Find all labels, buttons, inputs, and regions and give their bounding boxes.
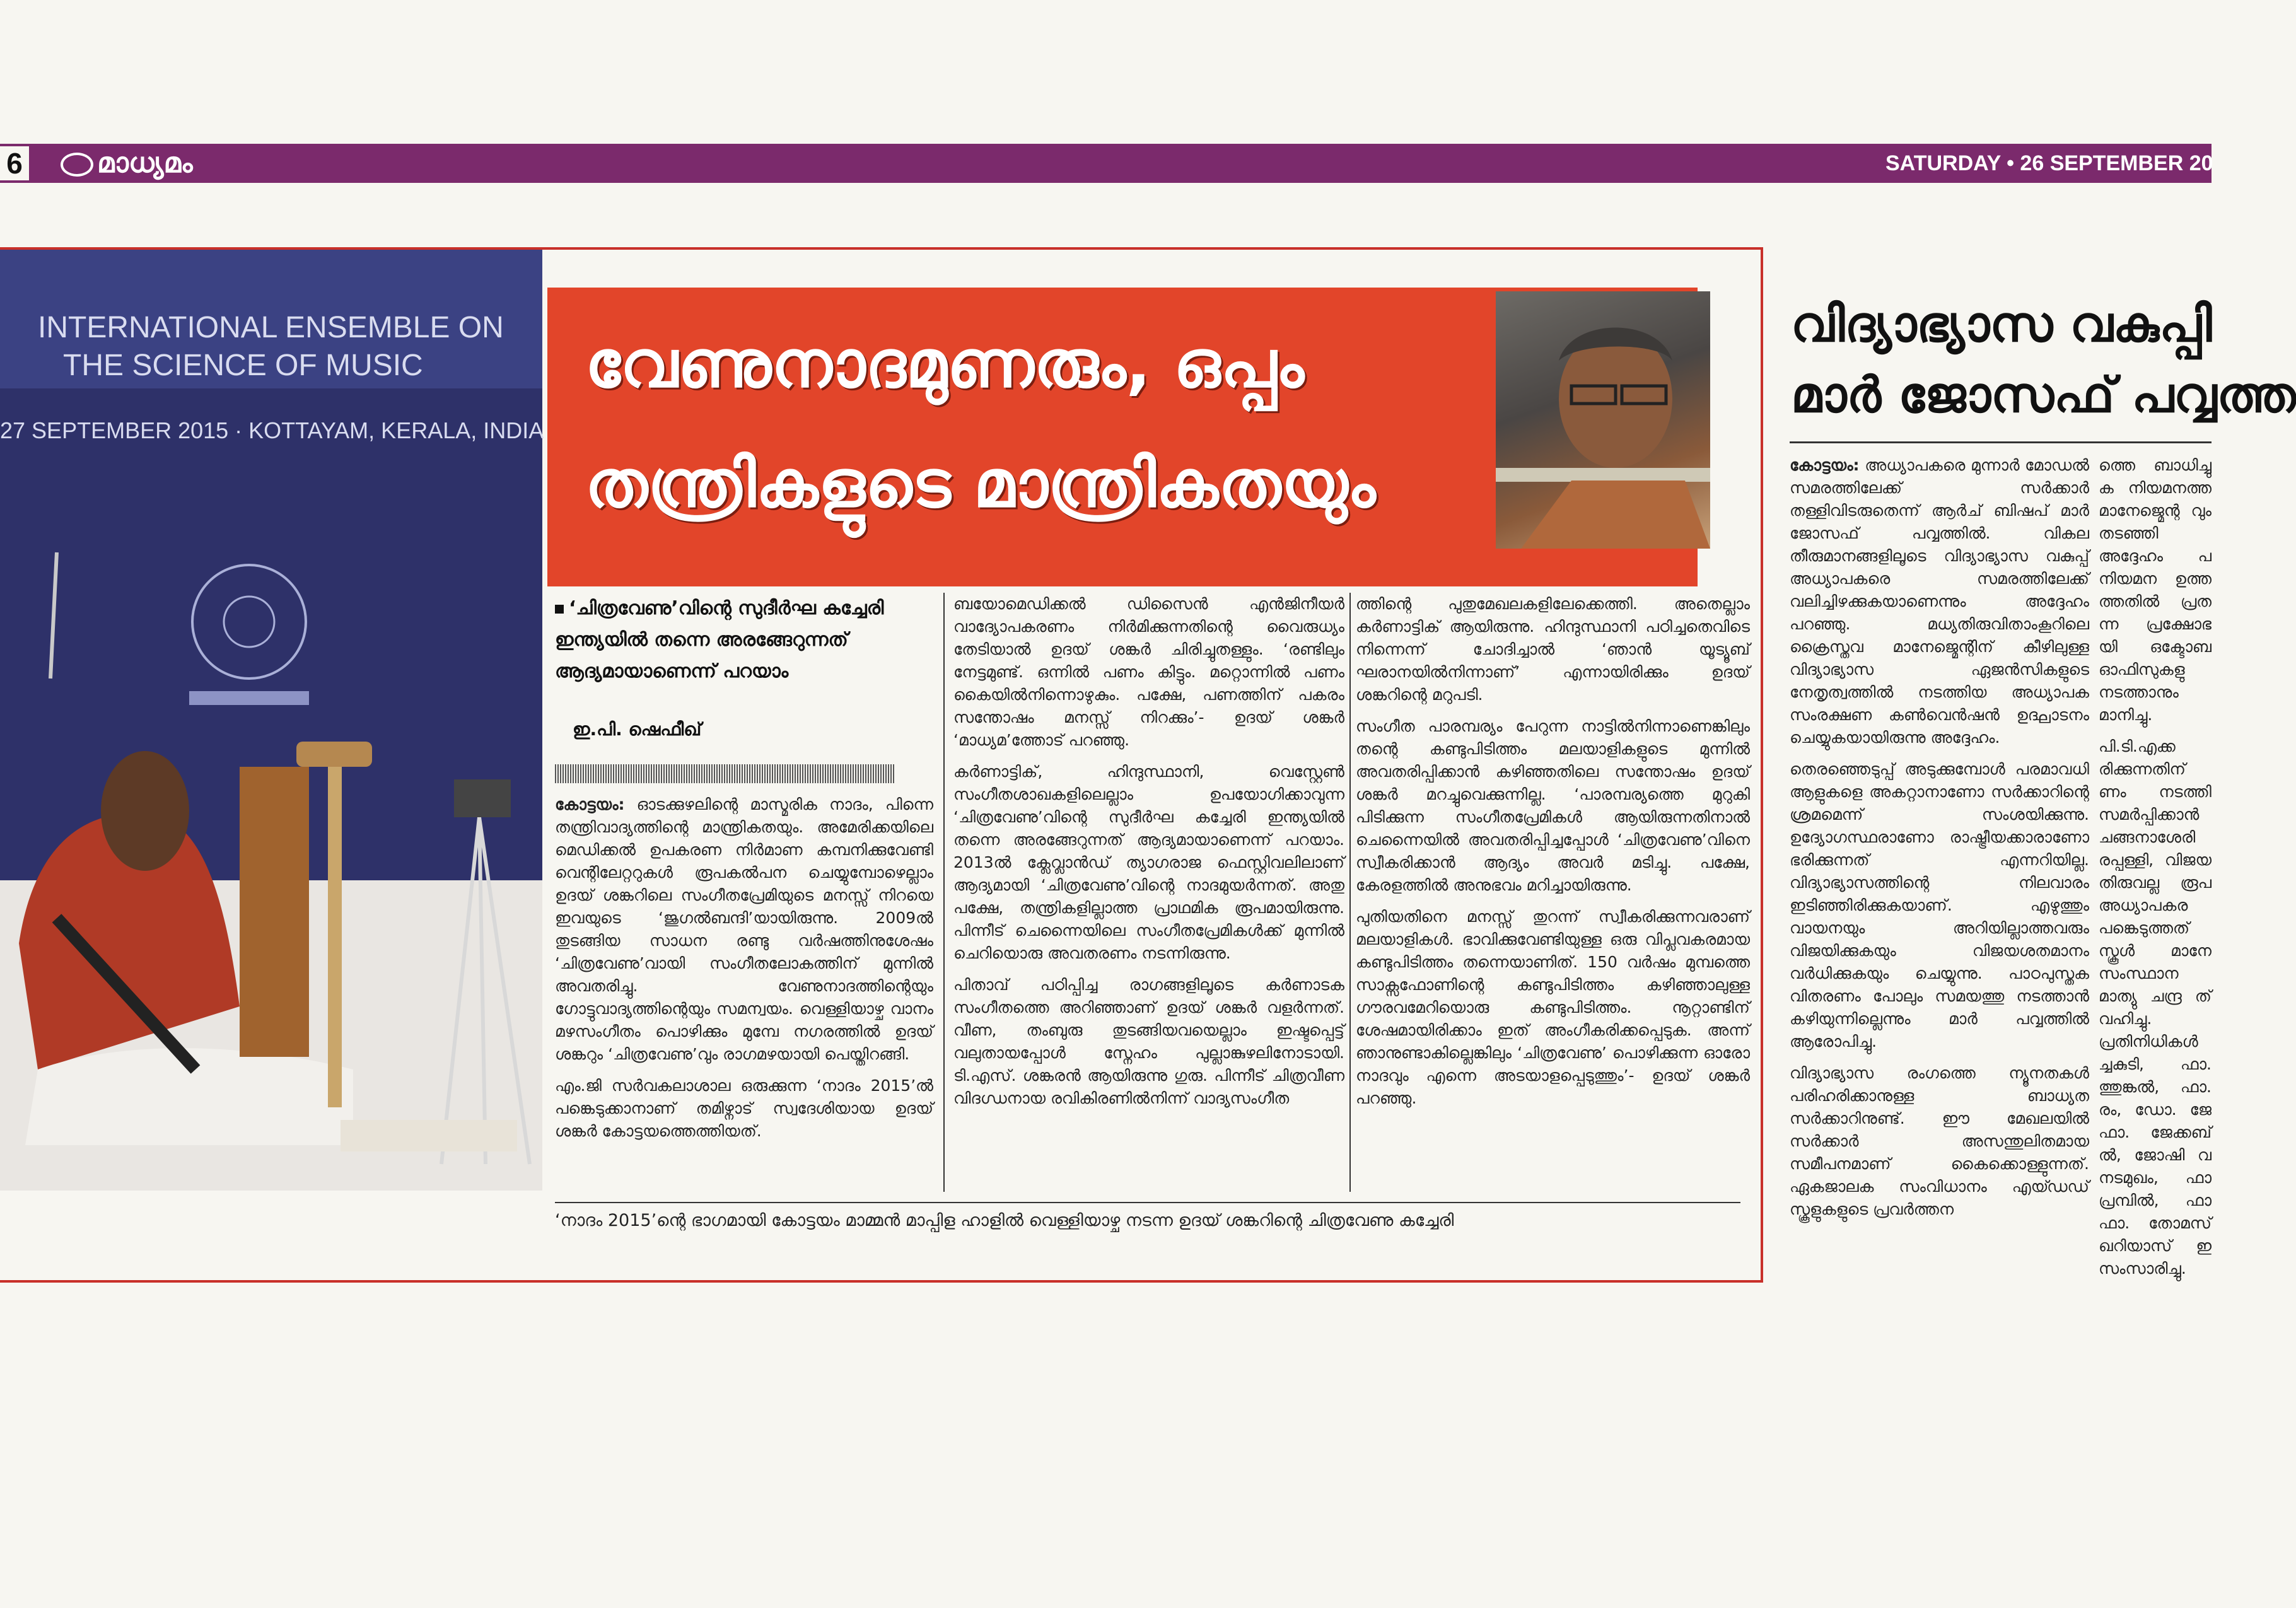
article-column-3 <box>1356 593 1750 1119</box>
pull-quote: ‘ചിത്രവേണു’വിന്റെ സുദീർഘ കച്ചേരി ഇന്ത്യയിൽ തന്നെ അരങ്ങേറുന്നത് ആദ്യമായാണെന്ന് പറയാം <box>555 597 884 682</box>
concert-photo <box>0 250 542 1191</box>
caption-rule <box>555 1202 1740 1203</box>
paragraph: ബയോമെഡിക്കൽ ഡിസൈൻ എൻജിനീയർ വാദ്യോപകരണം നിർമിക്കുന്നതിന്റെ വൈരുധ്യം തേടിയാൽ ഉദയ് ശങ്കർ ചിരിച്ചുതള്ളും. ‘രണ്ടിലും നേട്ടമുണ്ട്. ഒന്നിൽ പണം കിട്ടും. മറ്റൊന്നിൽ പണം കൈയിൽനിന്നൊഴുകും. പക്ഷേ, പണത്തിന് പകരം സന്തോഷം മനസ്സ് നിറക്കും’- ഉദയ് ശങ്കർ ‘മാധ്യമ’ത്തോട് പറഞ്ഞു. <box>953 595 1344 749</box>
side-story-headline-2: മാർ ജോസഫ് പവ്വത്ത <box>1791 367 2296 424</box>
banner-text-1: INTERNATIONAL ENSEMBLE ON <box>38 311 504 344</box>
portrait-illustration <box>1496 291 1710 549</box>
paragraph: കർണാട്ടിക്, ഹിന്ദുസ്ഥാനി, വെസ്റ്റേൺ സംഗീതശാഖകളിലെല്ലാം ഉപയോഗിക്കാവുന്ന ‘ചിത്രവേണു’വിന്റെ സുദീർഘ കച്ചേരി ഇന്ത്യയിൽ തന്നെ അരങ്ങേറുന്നത് ആദ്യമായാണെന്ന് പറയാം. 2013ൽ ക്ലേവ്ലാൻഡ് ത്യാഗരാജ ഫെസ്റ്റിവലിലാണ് ആദ്യമായി ‘ചിത്രവേണു’വിന്റെ നാദമുയർന്നത്. അതു പക്ഷേ, തന്ത്രികളില്ലാത്ത പ്രാഥമിക രൂപമായിരുന്നു. പിന്നീട് ചെന്നൈയിലെ സംഗീതപ്രേമികൾക്ക് മുന്നിൽ ചെറിയൊരു അവതരണം നടന്നിരുന്നു. <box>953 762 1344 962</box>
bullet-icon <box>555 605 564 614</box>
column-rule <box>1349 593 1351 1192</box>
banner-text-3: 27 SEPTEMBER 2015 · KOTTAYAM, KERALA, INDIA <box>0 417 544 443</box>
article-column-2 <box>953 593 1344 1119</box>
byline-divider <box>555 764 895 783</box>
column-rule <box>943 593 945 1192</box>
masthead-logo <box>61 146 193 180</box>
photo-caption: ‘നാദം 2015’ന്റെ ഭാഗമായി കോട്ടയം മാമ്മൻ മാപ്പിള ഹാളിൽ വെള്ളിയാഴ്ച നടന്ന ഉദയ് ശങ്കറിന്റെ ചിത്രവേണു കച്ചേരി <box>555 1211 1454 1230</box>
paragraph: ത്തെ ബാധിച്ചു ക നിയമനത്ത മാനേജ്മെന്റ വും തടഞ്ഞി അദ്ദേഹം പ നിയമന ഉത്ത ത്തതിൽ പ്രത ന്ന പ്രക്ഷോഭ യി ഒക്ടോബ ഓഫിസുകളു നടത്താനും മാനിച്ചു. <box>2099 456 2212 724</box>
headline-line-1: വേണുനാദമുണരും, ഒപ്പം <box>585 325 1305 402</box>
paragraph: എം.ജി സർവകലാശാല ഒരുക്കുന്ന ‘നാദം 2015’ൽ പങ്കെടുക്കാനാണ് തമിഴ്നാട് സ്വദേശിയായ ഉദയ് ശങ്കർ കോട്ടയത്തെത്തിയത്. <box>555 1076 933 1140</box>
side-story-headline-1: വിദ്യാഭ്യാസ വകുപ്പി <box>1791 296 2212 353</box>
page-dateline: SATURDAY • 26 SEPTEMBER 20 <box>1885 151 2213 175</box>
paragraph: ഓടക്കുഴലിന്റെ മാസ്മരിക നാദം, പിന്നെ തന്ത്രിവാദ്യത്തിന്റെ മാന്ത്രികതയും. അമേരിക്കയിലെ മെഡിക്കൽ ഉപകരണ നിർമാണ കമ്പനിക്കുവേണ്ടി വെന്റിലേറ്ററുകൾ രൂപകൽപന ചെയ്യുമ്പോഴെല്ലാം ഉദയ് ശങ്കറിലെ സംഗീതപ്രേമിയുടെ മനസ്സ് നിറയെ ഇവയുടെ ‘ജുഗൽബന്ദി’യായിരുന്നു. 2009ൽ തുടങ്ങിയ സാധന രണ്ടു വർഷത്തിനുശേഷം ‘ചിത്രവേണു’വായി സംഗീതലോകത്തിന് മുന്നിൽ അവതരിച്ചു. വേണുനാദത്തിന്റെയും ഗോട്ടുവാദ്യത്തിന്റെയും സമന്വയം. വെള്ളിയാഴ്ച വാനം മഴസംഗീതം പൊഴിക്കും മുമ്പേ നഗരത്തിൽ ഉദയ് ശങ്കറും ‘ചിത്രവേണു’വും രാഗമഴയായി പെയ്തിറങ്ങി. <box>555 795 933 1063</box>
headline-line-2: തന്ത്രികളുടെ മാന്ത്രികതയും <box>585 445 1376 522</box>
banner-text-2: THE SCIENCE OF MUSIC <box>63 349 423 382</box>
side-story-dateline: കോട്ടയം: <box>1790 456 1860 474</box>
byline: ഇ.പി. ഷെഫീഖ് <box>573 719 702 740</box>
masthead-title: മാധ്യമം <box>97 147 193 179</box>
paragraph: ത്തിന്റെ പുതുമേഖലകളിലേക്കെത്തി. അതെല്ലാം കർണാട്ടിക് ആയിരുന്നു. ഹിന്ദുസ്ഥാനി പഠിച്ചതെവിടെ നിന്നെന്ന് ചോദിച്ചാൽ ‘ഞാൻ യൂട്യൂബ് ഘരാനയിൽനിന്നാണ്’ എന്നായിരിക്കും ഉദയ് ശങ്കറിന്റെ മറുപടി. <box>1356 595 1750 704</box>
article-column-1 <box>555 793 933 1151</box>
paragraph: സംഗീത പാരമ്പര്യം പേറുന്ന നാട്ടിൽനിന്നാണെങ്കിലും തന്റെ കണ്ടുപിടിത്തം മലയാളികളുടെ മുന്നിൽ അവതരിപ്പിക്കാൻ കഴിഞ്ഞതിലെ സന്തോഷം ഉദയ് ശങ്കർ മറച്ചുവെക്കുന്നില്ല. ‘പാരമ്പര്യത്തെ മുറുകി പിടിക്കുന്ന സംഗീതപ്രേമികൾ ആയിരുന്നതിനാൽ ചെന്നൈയിൽ അവതരിപ്പിച്ചപ്പോൾ ‘ചിത്രവേണു’വിനെ സ്വീകരിക്കാൻ ആദ്യം അവർ മടിച്ചു. പക്ഷേ, കേരളത്തിൽ അനുഭവം മറിച്ചായിരുന്നു. <box>1356 717 1750 894</box>
eye-logo-icon <box>61 153 93 177</box>
article-dateline: കോട്ടയം: <box>555 795 625 813</box>
page-number: 6 <box>0 146 29 180</box>
side-story-column-1 <box>1790 454 2089 1230</box>
masthead-band <box>0 144 2212 183</box>
paragraph: വിദ്യാഭ്യാസ രംഗത്തെ ന്യൂനതകൾ പരിഹരിക്കാനുള്ള ബാധ്യത സർക്കാറിനുണ്ട്. ഈ മേഖലയിൽ സർക്കാർ അസന്തുലിതമായ സമീപനമാണ് കൈക്കൊള്ളുന്നത്. ഏകജാലക സംവിധാനം എയ്ഡഡ് സ്കൂളുകളുടെ പ്രവർത്തന <box>1790 1064 2089 1218</box>
paragraph: തെരഞ്ഞെടുപ്പ് അടുക്കുമ്പോൾ പരമാവധി ആളുകളെ അകറ്റാനാണോ സർക്കാറിന്റെ ശ്രമമെന്ന് സംശയിക്കുന്നു. ഉദ്യോഗസ്ഥരാണോ രാഷ്ട്രീയക്കാരാണോ ഭരിക്കുന്നത് എന്നറിയില്ല. വിദ്യാഭ്യാസത്തിന്റെ നിലവാരം ഇടിഞ്ഞിരിക്കുകയാണ്. എഴുത്തും വായനയും അറിയില്ലാത്തവരും വിജയിക്കുകയും വിജയശതമാനം വർധിക്കുകയും ചെയ്യുന്നു. പാഠപുസ്തക വിതരണം പോലും സമയത്തു നടത്താൻ കഴിയുന്നില്ലെന്നും മാർ പവ്വത്തിൽ ആരോപിച്ചു. <box>1790 760 2089 1051</box>
paragraph: പിതാവ് പഠിപ്പിച്ച രാഗങ്ങളിലൂടെ കർണാടക സംഗീതത്തെ അറിഞ്ഞാണ് ഉദയ് ശങ്കർ വളർന്നത്. വീണ, തംബുരു തുടങ്ങിയവയെല്ലാം ഇഷ്ടപ്പെട്ട് വലുതായപ്പോൾ സ്നേഹം പുല്ലാങ്കുഴലിനോടായി. ടി.എസ്. ശങ്കരൻ ആയിരുന്നു ഗുരു. പിന്നീട് ചിത്രവീണ വിദഗ്ധനായ രവികിരണിൽനിന്ന് വാദ്യസംഗീത <box>953 976 1344 1107</box>
artist-portrait <box>1496 291 1710 549</box>
paragraph: പി.ടി.എക്ക രിക്കുന്നതിന് ണം നടത്തി സമർപ്പിക്കാൻ ചങ്ങനാശേരി രപ്പള്ളി, വിജയ തിരുവല്ല രൂപ അധ്യാപകര പങ്കെടുത്തത് സ്കൂൾ മാനേ സംസ്ഥാന മാത്യു ചന്ദ്ര ത് വഹിച്ചു. പ്രതിനിധികൾ ച്ചകുടി, ഫാ. ത്തുങ്കൽ, ഫാ. രം, ഡോ. ജേ ഫാ. ജേക്കബ് ൽ, ജോഷി വ നടമുഖം, ഫാ പ്രമ്പിൽ, ഫാ ഫാ. തോമസ് ഖറിയാസ് ഇ സംസാരിച്ചു. <box>2099 737 2212 1278</box>
paragraph: പുതിയതിനെ മനസ്സ് തുറന്ന് സ്വീകരിക്കുന്നവരാണ് മലയാളികൾ. ഭാവിക്കുവേണ്ടിയുള്ള ഒരു വിപ്ലവകരമായ കണ്ടുപിടിത്തം തന്നെയാണിത്. 150 വർഷം മുമ്പത്തെ സാക്സഫോണിന്റെ കണ്ടുപിടിത്തം കഴിഞ്ഞാലുള്ള ഗൗരവമേറിയൊരു കണ്ടുപിടിത്തം. നൂറ്റാണ്ടിന് ശേഷമായിരിക്കാം ഇത് അംഗീകരിക്കപ്പെടുക. അന്ന് ഞാനുണ്ടാകില്ലെങ്കിലും ‘ചിത്രവേണു’ പൊഴിക്കുന്ന ഓരോ നാദവും എന്നെ അടയാളപ്പെടുത്തും’- ഉദയ് ശങ്കർ പറഞ്ഞു. <box>1356 907 1750 1107</box>
concert-photo-illustration <box>0 250 542 1191</box>
side-story-rule <box>1790 441 2212 443</box>
paragraph: അധ്യാപകരെ മുന്നാർ മോഡൽ സമരത്തിലേക്ക് സർക്കാർ തള്ളിവിടരുതെന്ന് ആർച് ബിഷപ് മാർ ജോസഫ് പവ്വത്തിൽ. വികല തീരുമാനങ്ങളിലൂടെ വിദ്യാഭ്യാസ വകുപ്പ് അധ്യാപകരെ സമരത്തിലേക്ക് വലിച്ചിഴക്കുകയാണെന്നും അദ്ദേഹം പറഞ്ഞു. മധ്യതിരുവിതാംകൂറിലെ ക്രൈസ്തവ മാനേജ്മെന്റിന് കീഴിലുള്ള വിദ്യാഭ്യാസ ഏജൻസികളുടെ നേതൃത്വത്തിൽ നടത്തിയ അധ്യാപക സംരക്ഷണ കൺവെൻഷൻ ഉദ്ഘാടനം ചെയ്യുകയായിരുന്നു അദ്ദേഹം. <box>1790 456 2089 747</box>
side-story-column-2 <box>2099 454 2212 1289</box>
